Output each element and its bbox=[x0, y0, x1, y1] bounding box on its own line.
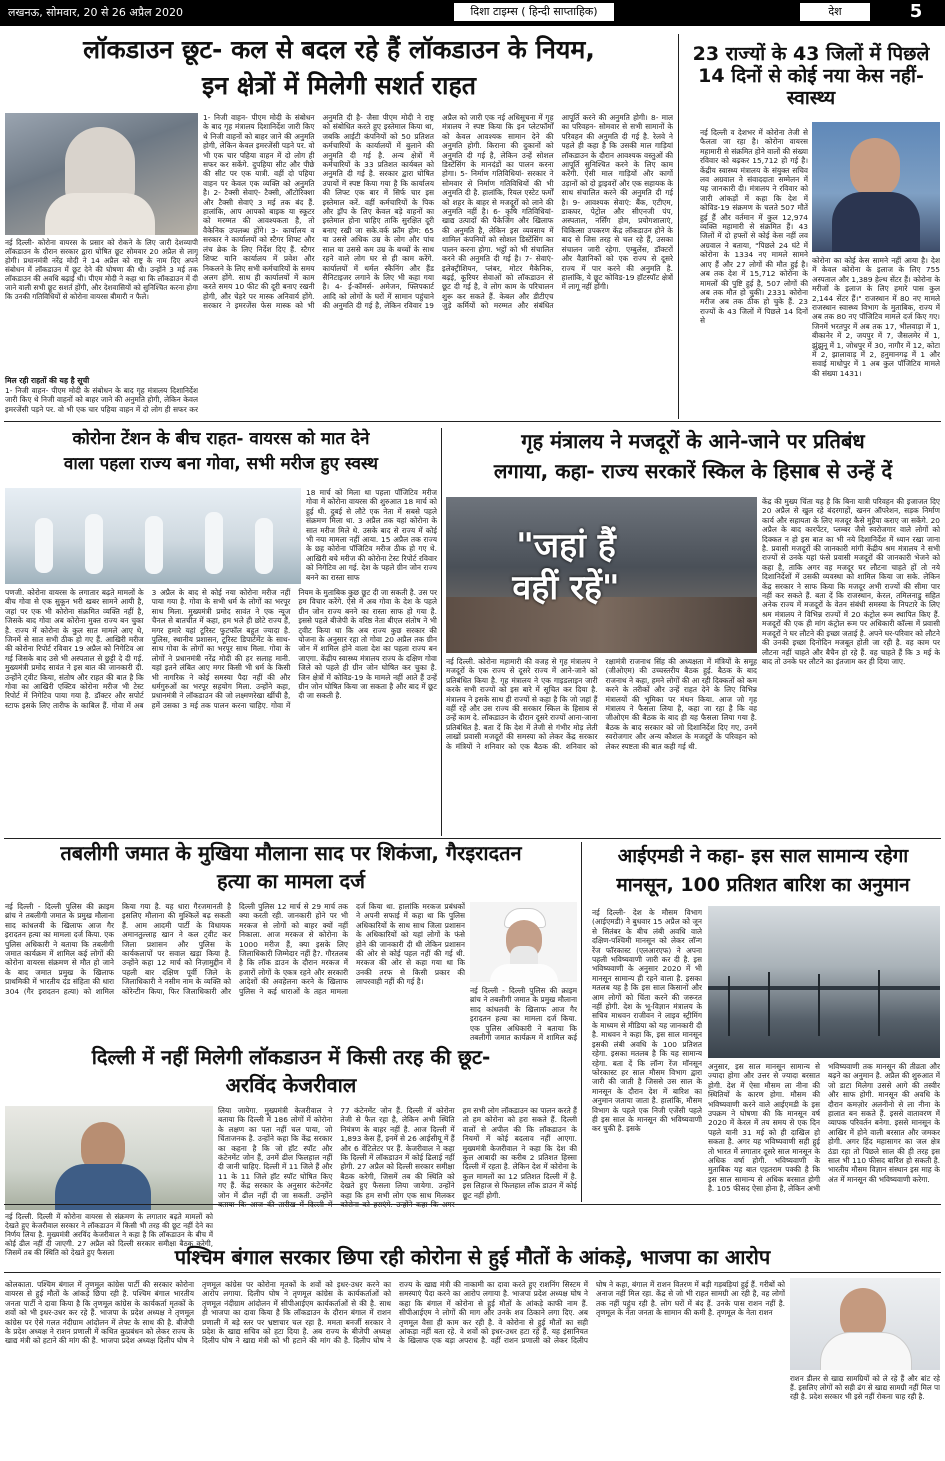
story6-photo bbox=[708, 906, 940, 1058]
story4-headline-line2: लगाया, कहा- राज्य सरकारें स्किल के हिसाब से उन्हें दें bbox=[493, 459, 893, 483]
story3-body: पणजी. कोरोना वायरस के लगातार बढ़ते मामलों के बीच गोवा से एक सुकून भरी खबर सामने आयी है, जहां पर एक भी कोरोना संक्रमित व्यक्ति नहीं है, जिसके बाद गोवा अब कोरोना मुक्त राज्य बन चुका है. राज्य में कोरोना के कुल सात मामले आए थे, जिनमें से सात सभी ठीक हो गए हैं. आखिरी मरीज की कोरोना रिपोर्ट रविवार 19 अप्रैल को निगेटिव आ गई जिसके बाद उसे भी अस्पताल से छुट्टी दे दी गई. मुख्यमंत्री प्रमोद सावंत ने इस बात की जानकारी दी. उन्होंने ट्वीट किया, संतोष और राहत की बात है कि गोवा का आखिरी एक्टिव कोरोना मरीज भी टेस्ट रिपोर्ट में निगेटिव पाया गया है. डॉक्टर और सपोर्ट स्टाफ इसके लिए तारीफ के काबिल हैं. गोवा में अब 3 अप्रैल के बाद से कोई नया कोरोना मरीज नहीं पाया गया है. गोवा के सभी धर्म के लोगों का भरपूर साथ मिला. मुख्यमंत्री प्रमोद सावंत ने एक न्यूज चैनल से बातचीत में कहा, हम भले ही छोटे राज्य हैं, मगर हमारे यहां टूरिस्ट फुटफॉल बहुत ज्यादा है. पुलिस, स्थानीय प्रशासन, टूरिस्ट डिपार्टमेंट के साथ-साथ गोवा के लोगों का भरपूर साथ मिला. गोवा के लोगों ने प्रधानमंत्री नरेंद्र मोदी की हर सलाह मानी. यहां इतने लंबित आए मगर किसी भी धर्म के किसी भी नागरिक ने कोई समस्या पैदा नहीं की और धर्मगुरुओं का भरपूर सहयोग मिला. उन्होंने कहा, प्रधानमंत्री ने लॉकडाउन की जो लक्ष्मणरेखा खींची है, हमें उसका 3 मई तक पालन करना चाहिए. गोवा में नियम के मुताबिक कुछ छूट दी जा सकती है. उस पर हम विचार करेंगे. ऐसे में अब गोवा के देश के पहले ग्रीन जोन राज्य बनने का रास्ता साफ हो गया है. इससे पहले बीजेपी के वरिष्ठ नेता बीएल संतोष ने भी ट्वीट किया था कि अब राज्य कुछ सरकार की योजना के अनुसार रहा तो गोवा 20 अप्रैल तक ग्रीन जोन में शामिल होने वाला देश का पहला राज्य बन जाएगा. केंद्रीय स्वास्थ्य मंत्रालय राज्य के दक्षिण गोवा जिले को पहले ही ग्रीन जोन घोषित कर चुका है. जिन क्षेत्रों में कोविड-19 के मामले नहीं आते हैं उन्हें ग्रीन जोन घोषित किया जा सकता है और बाद में छूट दी जा सकती है. bbox=[5, 588, 437, 710]
story5-headline-line2: हत्या का मामला दर्ज bbox=[217, 869, 365, 893]
column-divider bbox=[441, 428, 442, 836]
story7-photo bbox=[5, 1106, 213, 1210]
story2-body-left: नई दिल्ली व देशभर में कोरोना तेजी से फैलता जा रहा है। कोरोना वायरस महामारी से संक्रमित होने वालों की संख्या रविवार को बढ़कर 15,712 हो गई है। केंद्रीय स्वास्थ्य मंत्रालय के संयुक्त सचिव लव अग्रवाल ने संवाददाता सम्मेलन में यह जानकारी दी। मंत्रालय ने रविवार को जारी आंकड़ों में कहा कि देश में कोविड-19 संक्रमण के चलते 507 मौतें हुई हैं और वर्तमान में कुल 12,974 व्यक्ति महामारी से संक्रमित हैं। 43 जिलों में दो हफ्तों से कोई केस नहीं लव अग्रवाल ने बताया, "पिछले 24 घंटे में कोरोना के 1334 नए मामले सामने आए हैं और 27 लोगों की मौत हुई है। अब तक देश में 15,712 कोरोना के मामलों की पुष्टि हुई है, 507 लोगों की अब तक मौत हो चुकी। 2331 कोरोना मरीज अब तक ठीक हो चुके हैं. 23 राज्यों के 43 जिलों में पिछले 14 दिनों से bbox=[700, 128, 808, 326]
story5-body-right: नई दिल्ली - दिल्ली पुलिस की क्राइम ब्रांच ने तबलीगी जमात के प्रमुख मौलाना साद कांधलवी के खिलाफ आज गैर इरादतन हत्या का मामला दर्ज किया. एक पुलिस अधिकारी ने बताया कि तबलीगी जमात कार्यक्रम में शामिल कई bbox=[470, 986, 577, 1042]
story4-photo-overlay-line2: वहीं रहें" bbox=[512, 568, 620, 608]
column-divider bbox=[678, 34, 679, 419]
story3-body-top-right: 18 मार्च को मिला था पहला पॉजिटिव मरीज गोवा में कोरोना वायरस की शुरुआत 18 मार्च को हुई थी. दुबई से लौटे एक नेता में सबसे पहले संक्रमण मिला था. 3 अप्रैल तक यहां कोरोना के सात मरीज मिले थे. उसके बाद से राज्य में कोई भी नया मामला नहीं आया. 15 अप्रैल तक राज्य के छह कोरोना पॉजिटिव मरीज ठीक हो गए थे. आखिरी बचे मरीज की कोरोना टेस्ट रिपोर्ट रविवार को निगेटिव आ गई. देश के पहले ग्रीन जोन राज्य बनने का रास्ता साफ bbox=[306, 488, 437, 582]
story4-body-right: केंद्र की मुख्य चिंता यह है कि बिना यात्री परिवहन की इजाजत दिए 20 अप्रैल से खुल रहे बंदरगाहों, खनन ऑपरेशन, सड़क निर्माण कार्य और सहायता के लिए मजदूर कैसे मुहैया कराए जा सकेंगे. 20 अप्रैल के बाद कारपेंटर, प्लम्बर जैसे स्वरोजगार वाले लोगों को दिक्कत न हो इस बात का भी नये दिशानिर्देश में ध्यान रखा जाना है. प्रवासी मजदूरों की जानकारी मांगी केंद्रीय श्रम मंत्रालय ने सभी राज्यों से उनके यहां फंसे प्रवासी मजदूरों की जानकारी भेजने को कहा है, ताकि अगर वह मजदूर घर लौटना चाहते हों तो नये दिशानिर्देशों में उसकी व्यवस्था को शामिल किया जा सके. लेकिन केंद्र सरकार ने साफ किया कि मजदूर अभी राज्यों की सीमा पार नहीं कर सकते हैं. बता दें कि राजस्थान, केरल, तमिलनाडु सहित अनेक राज्य में मजदूरों के वेतन संबंधी समस्या के निपटारे के लिए श्रम मंत्रालय ने विभिन्न राज्यों में 20 कंट्रोल रूम स्थापित किए हैं. मजदूरों की एक ही मांग कंट्रोल रूम पर अधिकारी कॉल्स में प्रवासी मजदूरों ने घर लौटने की इच्छा जताई है. अपने घर-परिवार को लौटने की उनकी इच्छा दिनोदिन मजबूत होती जा रही है. वह काम पर लौटना नहीं चाहते और बैचैन हो रहे हैं. वह चाहते हैं कि 3 मई के बाद तो उनके घर लौटने का इंतजाम कर ही दिया जाए. bbox=[762, 497, 940, 666]
story8-body: कोलकाता. पश्चिम बंगाल में तृणमूल कांग्रेस पार्टी की सरकार कोरोना वायरस से हुई मौतों के आंकड़े छिपा रही है. पश्चिम बंगाल भारतीय जनता पार्टी ने दावा किया है कि तृणमूल कांग्रेस के कार्यकर्ता मृतकों के शवों को भी इधर-उधर कर रहे हैं. भाजपा के प्रदेश अध्यक्ष ने तृणमूल कांग्रेस पर ऐसे गलत नंदीग्राम आंदोलन में लेफ्ट के साथ की है. बीजेपी के प्रदेश अध्यक्ष ने राशन प्रणाली में कथित कुप्रबंधन को लेकर राज्य के खाद्य मंत्री को हटाने की मांग की है. भाजपा प्रदेश अध्यक्ष दिलीप घोष ने तृणमूल कांग्रेस पर कोरोना मृतकों के शवों को इधर-उधर करने का आरोप लगाया. दिलीप घोष ने तृणमूल कांग्रेस के कार्यकर्ताओं को तृणमूल नंदीग्राम आंदोलन में सीपीआईएम कार्यकर्ताओं से की है. साथ ही भाजपा का दावा किया है कि लॉकडाउन के दौरान बंगाल में राशन प्रणाली में बड़े स्तर पर भ्रष्टाचार चल रहा है. ममता बनर्जी सरकार ने प्रदेश के खाद्य सचिव को हटा दिया है. अब राज्य के बीजेपी अध्यक्ष दिलीप घोष ने खाद्य मंत्री को भी हटाने की मांग की है. दिलीप घोष ने राज्य के खाद्य मंत्री की नाकामी का दावा करते हुए राशनिंग सिस्टम में समस्याएं पैदा करने का आरोप लगाया है. भाजपा प्रदेश अध्यक्ष घोष ने कहा कि बंगाल में कोरोना से हुई मौतों के आंकड़े काफी नाम हैं. सीपीआईएम ने लोगों की माग और उनके शव ठिकाने लगा दिए. अब तृणमूल वैसा ही काम कर रही है. वे कोरोना से हुई मौतों का सही आंकड़ा नहीं बता रहे. वे शवों को इधर-उधर हटा रहे हैं. यह इंसानियत के खिलाफ एक बड़ा अपराध है. वहीं राशन प्रणाली को लेकर दिलीप घोष ने कहा, बंगाल में राशन वितरण में बड़ी गड़बड़ियां हुई हैं. गरीबों को अनाज नहीं मिल रहा. केंद्र से जो भी राहत सामग्री आ रही है, वह लोगों तक नहीं पहुंच रही है. लोग घरों में बंद हैं. उनके पास राशन नहीं है. तृणमूल के नेता जनता के सामान की कमी है. तृणमूल के नेता राशन bbox=[5, 1280, 785, 1346]
section-divider bbox=[4, 421, 941, 422]
story8-photo bbox=[790, 1278, 940, 1370]
story8-headline: पश्चिम बंगाल सरकार छिपा रही कोरोना से हुई मौतों के आंकड़े, भाजपा का आरोप bbox=[174, 1245, 771, 1269]
date-line: लखनऊ, सोमवार, 20 से 26 अप्रैल 2020 bbox=[8, 6, 184, 19]
story7-photo-caption: नई दिल्ली. दिल्ली में कोरोना वायरस से संक्रमण के लगातार बढ़ते मामलों को देखते हुए केजरीवाल सरकार ने लॉकडाउन में किसी भी तरह की छूट नहीं देने का निर्णय लिया है. मुख्यमंत्री अरविंद केजरीवाल ने कहा है कि लॉकडाउन के बीच में कोई ढील नहीं दी जाएगी. 27 अप्रैल को दिल्ली सरकार समीक्षा बैठक करेगी, जिसमें तब की स्थिति को देखते हुए फैसला bbox=[5, 1212, 213, 1257]
story6-headline-line1: आईएमडी ने कहा- इस साल सामान्य रहेगा bbox=[617, 845, 909, 867]
story5-photo bbox=[470, 902, 577, 982]
story7-headline-line2: अरविंद केजरीवाल bbox=[225, 1073, 357, 1097]
story4-photo-overlay-line1: "जहां हैं bbox=[516, 526, 616, 566]
story1-list-heading: मिल रही राहतों की यह है सूची bbox=[5, 376, 90, 385]
story3-headline-line2: वाला पहला राज्य बना गोवा, सभी मरीज हुए स्वस्थ bbox=[63, 454, 379, 474]
story6-headline-line2: मानसून, 100 प्रतिशत बारिश का अनुमान bbox=[616, 874, 910, 896]
story1-photo-caption: नई दिल्ली- कोरोना वायरस के प्रसार को रोकने के लिए जारी देशव्यापी लॉकडाउन के दौरान सरकार द्वारा घोषित छूट सोमवार 20 अप्रैल से लागू होगी। प्रधानमंत्री नरेंद्र मोदी ने 14 अप्रैल को राष्ट्र के नाम दिए अपने संबोधन में लॉकडाउन में छूट देने की घोषणा की थी। उन्होंने 3 मई तक लॉकडाउन की अवधि बढ़ाई थी। पीएम मोदी ने कहा था कि लॉकडाउन में दी जाने वाली सभी छूट सशर्त होंगी, और देशवासियों को सुनिश्चित करना होगा कि उनकी गतिविधियों से कोरोना वायरस बीमारी न फैले। bbox=[5, 238, 198, 301]
story2-headline: 23 राज्यों के 43 जिलों में पिछले 14 दिनों से कोई नया केस नहीं- स्वास्थ्य bbox=[692, 43, 930, 109]
story6-body-top: नई दिल्ली- देश के मौसम विभाग (आईएमडी) ने बुधवार 15 अप्रैल को जून से सितंबर के बीच लंबी अवधि वाले दक्षिण-पश्चिमी मानसून को लेकर लॉन्ग रेंज फॉरकास्ट (एलआरएफ) ने अपना पहली भविष्यवाणी जारी कर दी है. इस भविष्यवाणी के अनुसार 2020 में भी मानसून सामान्य ही रहने वाला है. इसका मतलब यह है कि इस साल किसानों और आम लोगों को चिंता करने की जरूरत नहीं होगी. देश के भू-विज्ञान मंत्रालय के सचिव माधवन राजीवन ने लाइव स्ट्रीमिंग के माध्यम से मीडिया को यह जानकारी दी है. माधवन ने कहा कि, इस साल मानसून इसकी लंबी अवधि के 100 प्रतिशत रहेगा. इसका मतलब है कि यह सामान्य रहेगा. बता दें कि लॉन्ग रेंज मॉनसून फोरकास्ट हर साल मौसम विभाग द्वारा जारी की जाती है जिससे उस साल के मानसून के दौरान देश में बारिश का अनुमान जताया जाता है. हालांकि, मौसम विभाग के पहले एक निजी एजेंसी पहले ही इस साल के मानसून की भविष्यवाणी कर चुकी है. इसके bbox=[592, 908, 702, 1134]
paper-name: दिशा टाइम्स ( हिन्दी साप्ताहिक) bbox=[454, 3, 614, 21]
story1-body: 1- निजी वाहन- पीएम मोदी के संबोधन के बाद गृह मंत्रालय दिशानिर्देश जारी किए थे निजी वाहनों को बाहर जाने की अनुमति होगी, लेकिन केवल इमरजेंसी पड़ने पर. वो भी एक चार पहिया वाहन में दो लोग ही सफर कर सकेंगे. दुपहिया सीट और पीछे की सीट पर एक यात्री. वहीं दो पहिया वाहन पर केवल एक व्यक्ति को अनुमति है। 2- टैक्सी सेवाएं- टैक्सी, ऑटोरिक्शा और टैक्सी सेवाएं 3 मई तक बंद हैं. हालांकि, आप आपको बाइक या स्कूटर को मरम्मत की आवश्यकता है, तो वैकेनिक उपलब्ध होंगे। 3- कार्यालय व सरकार ने कार्यालयों को स्टैगर शिफ्ट और लंच ब्रेक के लिए निर्देश दिए हैं. स्टैगर शिफ्ट यानि कार्यालय में प्रवेश और निकलने के लिए सभी कर्मचारियों के समय अलग होंगे. साथ ही कार्यालयों में काम करते समय 10 फीट की दूरी बनाए रखनी होगी, और चेहरे पर मास्क अनिवार्य होंगे. सरकार ने इमरजेंस फेस मास्क को भी अनुमति दी है- जैसा पीएम मोदी ने राष्ट्र को संबोधित करते हुए इस्तेमाल किया था, जबकि आईटी कंपनियों को 50 प्रतिशत कर्मचारियों के कार्यालयों में बुलाने की अनुमति दी गई है. अन्य क्षेत्रों में कर्मचारियों के 33 प्रतिशत कार्यबल को अनुमति दी गई है. सरकार द्वारा घोषित उपायों में स्पष्ट किया गया है कि कार्यालय की लिफ्ट एक बार में सिर्फ चार इस इस्तेमाल करें. वहीं कर्मचारियों के पिक और ड्रॉप के लिए केवल बड़े वाहनों का इस्तेमाल होना चाहिए ताकि सुरक्षित दूरी बनाए रखी जा सके.वर्क फ्रॉम होम: 65 या उससे अधिक उम्र के लोग और पांच साल या उससे कम उम्र के बच्चों के साथ रहने वाले लोग घर से ही काम करेंगे. कार्यालयों में थर्मल स्कैनिंग और हैंड सैनिटाइजर लगाने के लिए भी कहा गया है। 4- ई-कॉमर्स- अमेजन, फ्लिपकार्ट आदि को लोगों के घरों में सामान पहुंचाने की अनुमति दी गई है, लेकिन रविवार 19 अप्रैल को जारी एक नई अधिसूचना में गृह मंत्रालय ने स्पष्ट किया कि इन प्लेटफॉर्मों को केवल आवश्यक सामान देने की अनुमति होगी. किराना की दुकानों को अनुमति दी गई है, लेकिन उन्हें सोशल डिस्टेंसिंग के मानदंडों का पालन करना होगा। 5- निर्माण गतिविधियां- सरकार ने सोमवार से निर्माण गतिविधियों की भी अनुमति दी है. हालांकि, रियल एस्टेट फर्मों को शहर के बाहर से मजदूरों को लाने की अनुमति नहीं है। 6- कृषि गतिविधियां- खाद्य उत्पादों की पैकेजिंग और खिलाफ की अनुमति है, लेकिन इस व्यवसाय में शामिल कंपनियों को सोशल डिस्टेंसिंग का पालन करना होगा. भट्ठों को भी संचालित करने की अनुमति दी गई है। 7- सेवाएं- इलेक्ट्रीशियन, प्लंबर, मोटर मैकेनिक, बढ़ई, कूरियर सेवाओं को लॉकडाउन से छूट दी गई है, वे लोग काम के परिचालन शुरू कर सकते हैं. केबल और डीटीएच जुड़े कर्मियों को मरम्मत और संबंधित आपूर्ति करने की अनुमति होगी। 8- माल का परिवहन- सोमवार से सभी सामानों के परिवहन की अनुमति दी गई है. रेलवे ने पहले ही कहा है कि उसकी माल गाड़ियां लॉकडाउन के दौरान आवश्यक वस्तुओं की आपूर्ति सुनिश्चित करने के लिए काम करेंगी. ऐसी माल गाड़ियों और कार्गो उड़ानों को दो ड्राइवरों और एक सहायक के साथ संचालित करने की अनुमति दी गई है। 9- आवश्यक सेवाएं: बैंक, एटीएम, डाकघर, पेट्रोल और सीएनजी पंप, अस्पताल, नर्सिंग होम, प्रयोगशालाएं, चिकित्सा उपकरण केंद्र लॉकडाउन होने के बाद से जिस तरह से चल रहे हैं, उसका संचालन जारी रहेगा. एम्बुलेंस, डॉक्टरों और वैज्ञानिकों को एक राज्य से दूसरे राज्य में पार करने की अनुमति है. हालांकि, ये छूट कोविड-19 हॉटस्पॉट क्षेत्रों में लागू नहीं होंगी। bbox=[203, 113, 673, 311]
story4-photo bbox=[446, 497, 757, 653]
story2-photo bbox=[812, 122, 940, 252]
section-divider bbox=[4, 1204, 941, 1205]
story1-body-lead: 1- निजी वाहन- पीएम मोदी के संबोधन के बाद गृह मंत्रालय दिशानिर्देश जारी किए थे निजी वाहनों को बाहर जाने की अनुमति होगी, लेकिन केवल इमरजेंसी पड़ने पर. वो भी एक चार पहिया वाहन में दो लोग ही सफर कर bbox=[5, 386, 198, 414]
story8-photo-caption: राशन डीलर से खाद्य सामग्रियों को ले रहे हैं और बांट रहे हैं. इसलिए लोगों को सही ढंग से खाद्य सामग्री नहीं मिल पा रही है. प्रदेश सरकार भी इसे नहीं रोकना चाह रही है. bbox=[790, 1374, 940, 1401]
story6-body-bottom: अनुसार, इस साल मानसून सामान्य से ज्यादा होगा और उत्तर से ज्यादा बरसात होगी. देश में ऐसा मौसम ला नीना की स्थितियों के कारण होगा. मौसम की भविष्यवाणी करने वाले आईएमडी के इस उपक्रम ने घोषणा की कि मानसून वर्ष 2020 में केरल में तय समय से एक दिन पहले यानी 31 मई को ही दाखिल हो सकता है. अगर यह भविष्यवाणी सही हुई तो भारत में लगातार दूसरे साल मानसून के अधिक वर्षा होगी. भविष्यवाणी के मुताबिक यह बात एहतराम पक्की है कि इस साल सामान्य से अधिक बरसात होगी है. 105 फीसद ऐसा होना है, लेकिन अभी भविष्यवाणी तक मानसून की तीव्रता और बढ़ने का अनुमान है. अप्रैल की शुरुआत में जो डाटा मिलेगा उससे आगे की तस्वीर और साफ होगी. मानसून की अवधि के दौरान कमज़ोर अलनीनो से ला नीना के हालात बन सकते हैं. इससे वातावरण में व्यापक परिवर्तन बनेगा. इससे मानसून के आखिर में होने वाली बरसात और जमकर होगी. अगर हिंद महासागर का जल क्षेत्र ठंडा रहा तो पिछले साल की ही तरह इस साल भी 110 फीसद बारिश हो सकती है. भारतीय मौसम विज्ञान संस्थान इस माह के अंत में मानसून की भविष्यवाणी करेगा. bbox=[708, 1062, 940, 1194]
story3-headline-line1: कोरोना टेंशन के बीच राहत- वायरस को मात देने bbox=[72, 429, 370, 449]
section-label: देश bbox=[800, 3, 870, 21]
story7-body: लिया जायेगा. मुख्यमंत्री केजरीवाल ने बताया कि दिल्ली में 186 लोगों में कोरोना के लक्षण का पता नहीं चल पाया, जो चिंताजनक है. उन्होंने कहा कि केंद्र सरकार का कहना है कि जो हॉट स्पॉट और कंटेनमेंट जोन हैं, उनमें ढील फिलहाल नहीं दी जानी चाहिए. दिल्ली में 11 जिले हैं और 11 के 11 जिले हॉट स्पॉट घोषित किए गए हैं. केंद्र सरकार के अनुसार कंटेनमेंट जोन में ढील नहीं दी जा सकती. उन्होंने 77 कंटेनमेंट जोन हैं. दिल्ली में कोरोना तेजी से फैल रहा है, लेकिन अभी स्थिति नियंत्रण के बाहर नहीं है. आज दिल्ली में 1,893 केस हैं, इनमें से 26 आईसीयू में हैं और 6 वेंटिलेटर पर हैं. केजरीवाल ने कहा कि दिल्ली में लॉकडाउन में कोई ढिलाई नहीं होगी. 27 अप्रैल को दिल्ली सरकार समीक्षा बैठक करेगी, जिसमें तब की स्थिति को देखते हुए फैसला लिया जायेगा. उन्होंने कहा कि हम सभी लोग एक साथ मिलकर हम सभी लोग लॉकडाउन का पालन करते हैं तो हम कोरोना को हरा सकते हैं. दिल्ली वालों से अपील की कि लॉकडाउन के नियमों में कोई बदलाव नहीं आएगा. मुख्यमंत्री केजरीवाल ने कहा कि देश की कुल आबादी का करीब 2 प्रतिशत हिस्सा दिल्ली में रहता है. लेकिन देश में कोरोना के कुल मामलों का 12 प्रतिशत दिल्ली में है. इस लिहाज से फिलहाल लॉक डाउन में कोई छूट नहीं होगी. bbox=[218, 1106, 577, 1200]
story3-photo bbox=[5, 488, 301, 584]
story4-headline-line1: गृह मंत्रालय ने मजदूरों के आने-जाने पर प्रतिबंध bbox=[521, 429, 865, 453]
section-divider bbox=[4, 838, 941, 839]
story1-headline-line2: इन क्षेत्रों में मिलेगी सशर्त राहत bbox=[201, 71, 477, 100]
page-number: 5 bbox=[909, 1, 923, 22]
story5-body: नई दिल्ली - दिल्ली पुलिस की क्राइम ब्रांच ने तबलीगी जमात के प्रमुख मौलाना साद कांधलवी के खिलाफ आज गैर इरादतन हत्या का मामला दर्ज किया. एक पुलिस अधिकारी ने बताया कि तबलीगी जमात कार्यक्रम में शामिल कई लोगों की कोरोना वायरस संक्रमण से मौत हो जाने के बाद जमात प्रमुख के खिलाफ प्राथमिकी में भारतीय दंड संहिता की धारा 304 (गैर इरादतन हत्या) को शामिल किया गया है. यह धारा गैरजमानती है इसलिए मौलाना की मुश्किलें बढ़ सकती हैं. आम आदमी पार्टी के विधायक अमानतुल्लाह खान ने कल ट्वीट कर जिला प्रशासन और पुलिस के कार्यकलापों पर सवाल खड़ा किया है. उन्होंने कहा 12 मार्च को निज़ामुद्दीन में पहली बार दक्षिण पूर्वी जिले के जिलाधिकारी ने नसीम नाम के व्यक्ति को कोरेन्टीन किया, फिर जिलाधिकारी और दिल्ली पुलिस 12 मार्च से 29 मार्च तक क्या करती रही. जानकारी होने पर भी मरकज से लोगों को बाहर क्यों नहीं निकाला. आज मरकज से कोरोना के 1000 मरीज हैं, क्या इसके लिए जिलाधिकारी जिम्मेदार नहीं है?. गौरतलब है कि लॉक डाउन के दौरान मरकज में हजारों लोगों के एकत्र रहने और सरकारी आदेशों की अवहेलना करने के खिलाफ पुलिस ने कई धाराओं के तहत मामला दर्ज किया था. हालांकि मरकज प्रबंधकों ने अपनी सफाई में कहा था कि पुलिस अधिकारियों के साथ साथ जिला प्रशासन के अधिकारियों को यहां लोगों के फंसे होने की जानकारी दी थी लेकिन प्रशासन की ओर से कोई पहल नहीं की गई थी. मरकज की ओर से कहा गया था कि उनकी तरफ से किसी प्रकार की लापरवाही नहीं की गई है। bbox=[5, 902, 465, 996]
story1-photo bbox=[5, 113, 198, 235]
story7-headline-line1: दिल्ली में नहीं मिलेगी लॉकडाउन में किसी तरह की छूट- bbox=[91, 1045, 491, 1069]
story2-body-right: कोरोना का कोई केस सामने नहीं आया है। देश में केवल कोरोना के इलाज के लिए 755 अस्पताल और 1,389 हेल्थ सेंटर हैं। कोरोना के मरीजों के इलाज के लिए हमारे पास कुल 2,144 सेंटर हैं।" राजस्थान में 80 नए मामले राजस्थान स्वास्थ्य विभाग के मुताबिक, राज्य में अब तक 80 नए पॉजिटिव मामले दर्ज किए गए। जिनमें भरतपुर में अब तक 17, भीलवाड़ा में 1, बीकानेर में 2, जयपुर में 7, जैसलमेर में 1, झुंझुनू में 1, जोधपुर में 30, नागौर में 12, कोटा में 2, झालावाड़ में 2, हनुमानगढ़ में 1 और सवाई माधोपुर में 1 अब कुल पॉजिटिव मामले की संख्या 1431। bbox=[812, 256, 940, 378]
story4-body: नई दिल्ली. कोरोना महामारी की वजह से गृह मंत्रालय ने मजदूरों के एक राज्य से दूसरे राज्य में आने-जाने को प्रतिबंधित किया है. गृह मंत्रालय ने एक गाइडलाइन जारी करके सभी राज्यों को इस बारे में सूचित कर दिया है. मंत्रालय ने इसके साथ ही राज्यों से कहा है कि जो जहां हैं वहीं रहें और उस राज्य की सरकार स्किल के हिसाब से उन्हें काम दे. लॉकडाउन के दौरान दूसरे राज्यों आना-जाना प्रतिबंधित है. बता दें कि देश में तेजी से गंभीर मोड़ लेती लाखों प्रवासी मजदूरों की समस्या को लेकर केंद्र सरकार के मंत्रियों ने शनिवार को एक बैठक की. शनिवार को रक्षामंत्री राजनाथ सिंह की अध्यक्षता में मंत्रियों के समूह (जीओएम) की उच्चस्तरीय बैठक हुई. बैठक के बाद राजनाथ ने कहा, हमने लोगों की आ रही दिक्कतों को कम करने के तरीकों और उन्हें राहत देने के लिए विभिन्न मंत्रालयों की भूमिका पर मंथन किया. आज जो गृह मंत्रालय ने फैसला लिया है, कहा जा रहा है कि वह जीओएम की बैठक के बाद ही यह फैसला लिया गया है. बैठक के बाद सरकार को जो दिशानिर्देश दिए गए, उनमें स्वरोजगार और अन्य कौशल के मजदूरों के परिवहन को लेकर स्पष्टता की बात कही गई थी. bbox=[446, 657, 757, 751]
section-divider bbox=[4, 1272, 941, 1273]
story1-headline-line1: लॉकडाउन छूट- कल से बदल रहे हैं लॉकडाउन के नियम, bbox=[83, 35, 595, 64]
column-divider bbox=[581, 842, 582, 1202]
story5-headline-line1: तबलीगी जमात के मुखिया मौलाना साद पर शिकंजा, गैरइरादतन bbox=[60, 841, 522, 865]
